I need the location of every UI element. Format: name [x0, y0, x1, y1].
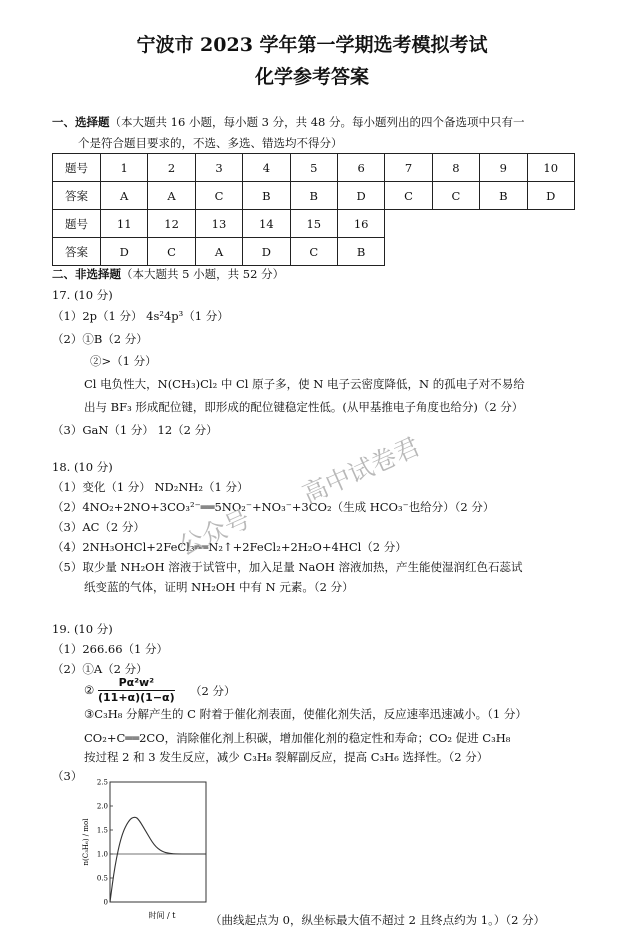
q19-line: （1）266.66（1 分） — [52, 642, 169, 656]
q19-line: （2）①A（2 分） — [52, 662, 148, 676]
table-row — [53, 238, 575, 266]
section1-heading: 一、选择题 — [52, 115, 110, 129]
answer-table — [52, 153, 575, 266]
q18-line: （1）变化（1 分） ND₂NH₂（1 分） — [52, 480, 249, 494]
q18-line: 纸变蓝的气体，证明 NH₂OH 中有 N 元素。（2 分） — [84, 580, 354, 594]
blank-cell — [385, 238, 575, 266]
q17-line: （1）2p（1 分） 4s²4p³（1 分） — [52, 309, 229, 323]
y-axis-label: n(C₃H₆) / mol — [82, 818, 90, 866]
q-cell: 8 — [432, 154, 479, 182]
section2-desc: （本大题共 5 小题，共 52 分） — [121, 267, 285, 281]
y-tick-label: 1.0 — [96, 850, 108, 859]
a-cell: C — [195, 182, 242, 210]
q-cell: 7 — [385, 154, 432, 182]
row-label-a: 答案 — [53, 238, 101, 266]
q19-frac-score: （2 分） — [190, 684, 236, 698]
q-cell: 12 — [148, 210, 195, 238]
q-cell: 16 — [337, 210, 384, 238]
a-cell: D — [243, 238, 290, 266]
q19-line: （3） — [52, 769, 83, 783]
q19-line: 按过程 2 和 3 发生反应，减少 C₃H₈ 裂解副反应，提高 C₃H₆ 选择性。（2 分） — [84, 750, 489, 764]
q-cell: 15 — [290, 210, 337, 238]
y-tick-label: 2.5 — [96, 778, 108, 787]
a-cell: C — [385, 182, 432, 210]
q18-line: （3）AC（2 分） — [52, 520, 145, 534]
q-cell: 6 — [337, 154, 384, 182]
a-cell: A — [195, 238, 242, 266]
a-cell: C — [432, 182, 479, 210]
q19-line: ③C₃H₈ 分解产生的 C 附着于催化剂表面，使催化剂失活，反应速率迅速减小。（1 分） — [84, 707, 527, 721]
q-cell: 2 — [148, 154, 195, 182]
y-tick-label: 0 — [103, 898, 108, 907]
q17-line: 出与 BF₃ 形成配位键，即形成的配位键稳定性低。(从甲基推电子角度也给分)（2 分） — [84, 400, 524, 414]
table-row — [53, 210, 575, 238]
q18-line: （2）4NO₂+2NO+3CO₃²⁻══5NO₂⁻+NO₃⁻+3CO₂（生成 HCO₃⁻也给分）（2 分） — [52, 500, 495, 514]
q-cell: 1 — [101, 154, 148, 182]
a-cell: C — [290, 238, 337, 266]
y-tick-label: 0.5 — [96, 874, 108, 883]
a-cell: B — [337, 238, 384, 266]
q17-line: （3）GaN（1 分） 12（2 分） — [52, 423, 218, 437]
q19-frac-prefix: ② — [84, 683, 95, 697]
fraction-denominator: (11+α)(1−α) — [98, 691, 175, 704]
q17-line: （2）①B（2 分） — [52, 332, 148, 346]
q-cell: 4 — [243, 154, 290, 182]
q-cell: 5 — [290, 154, 337, 182]
a-cell: B — [480, 182, 527, 210]
section1-line1 — [52, 114, 525, 130]
q17-line: Cl 电负性大，N(CH₃)Cl₂ 中 Cl 原子多，使 N 电子云密度降低，N 的孤电子对不易给 — [84, 377, 525, 391]
a-cell: A — [148, 182, 195, 210]
equilibrium-fraction — [98, 676, 175, 704]
watermark-text-2: 高中试卷君 — [298, 431, 425, 510]
a-cell: D — [337, 182, 384, 210]
a-cell: A — [101, 182, 148, 210]
q18-head: 18. (10 分) — [52, 460, 113, 474]
x-axis-label: 时间 / t — [148, 911, 176, 920]
blank-cell — [385, 210, 575, 238]
q-cell: 13 — [195, 210, 242, 238]
q-cell: 11 — [101, 210, 148, 238]
a-cell: D — [527, 182, 574, 210]
watermark-text-1: 公众号 — [174, 504, 255, 562]
row-label-a: 答案 — [53, 182, 101, 210]
q18-line: （4）2NH₃OHCl+2FeCl₃══N₂↑+2FeCl₂+2H₂O+4HCl（2 分） — [52, 540, 407, 554]
a-cell: B — [290, 182, 337, 210]
a-cell: B — [243, 182, 290, 210]
section2-line — [52, 266, 284, 282]
q19-head: 19. (10 分) — [52, 622, 113, 636]
q-cell: 10 — [527, 154, 574, 182]
q17-line: ②>（1 分） — [90, 354, 157, 368]
q19-note: （曲线起点为 0，纵坐标最大值不超过 2 且终点约为 1。）（2 分） — [210, 913, 546, 927]
fraction-numerator: Pα²w² — [98, 676, 175, 691]
a-cell: C — [148, 238, 195, 266]
q17-head: 17. (10 分) — [52, 288, 113, 302]
plot-frame — [110, 782, 206, 902]
exam-title: 宁波市 2023 学年第一学期选考模拟考试 — [136, 34, 488, 56]
section2-heading: 二、非选择题 — [52, 267, 121, 281]
q-cell: 9 — [480, 154, 527, 182]
q-cell: 14 — [243, 210, 290, 238]
table-row — [53, 154, 575, 182]
section1-desc1: （本大题共 16 小题，每小题 3 分，共 48 分。每小题列出的四个备选项中只有一 — [109, 115, 525, 129]
c3h6-amount-chart — [80, 772, 220, 922]
q18-line: （5）取少量 NH₂OH 溶液于试管中，加入足量 NaOH 溶液加热，产生能使湿润红色石蕊试 — [52, 560, 523, 574]
a-cell: D — [101, 238, 148, 266]
q-cell: 3 — [195, 154, 242, 182]
y-tick-label: 1.5 — [96, 826, 108, 835]
table-row — [53, 182, 575, 210]
row-label-q: 题号 — [53, 210, 101, 238]
y-tick-label: 2.0 — [96, 802, 108, 811]
answer-subtitle: 化学参考答案 — [254, 66, 369, 88]
row-label-q: 题号 — [53, 154, 101, 182]
q19-line: CO₂+C══2CO，消除催化剂上积碳，增加催化剂的稳定性和寿命；CO₂ 促进 C₃H₈ — [84, 731, 511, 745]
section1-desc2: 个是符合题目要求的，不选、多选、错选均不得分） — [78, 136, 343, 150]
series-line — [110, 817, 206, 902]
